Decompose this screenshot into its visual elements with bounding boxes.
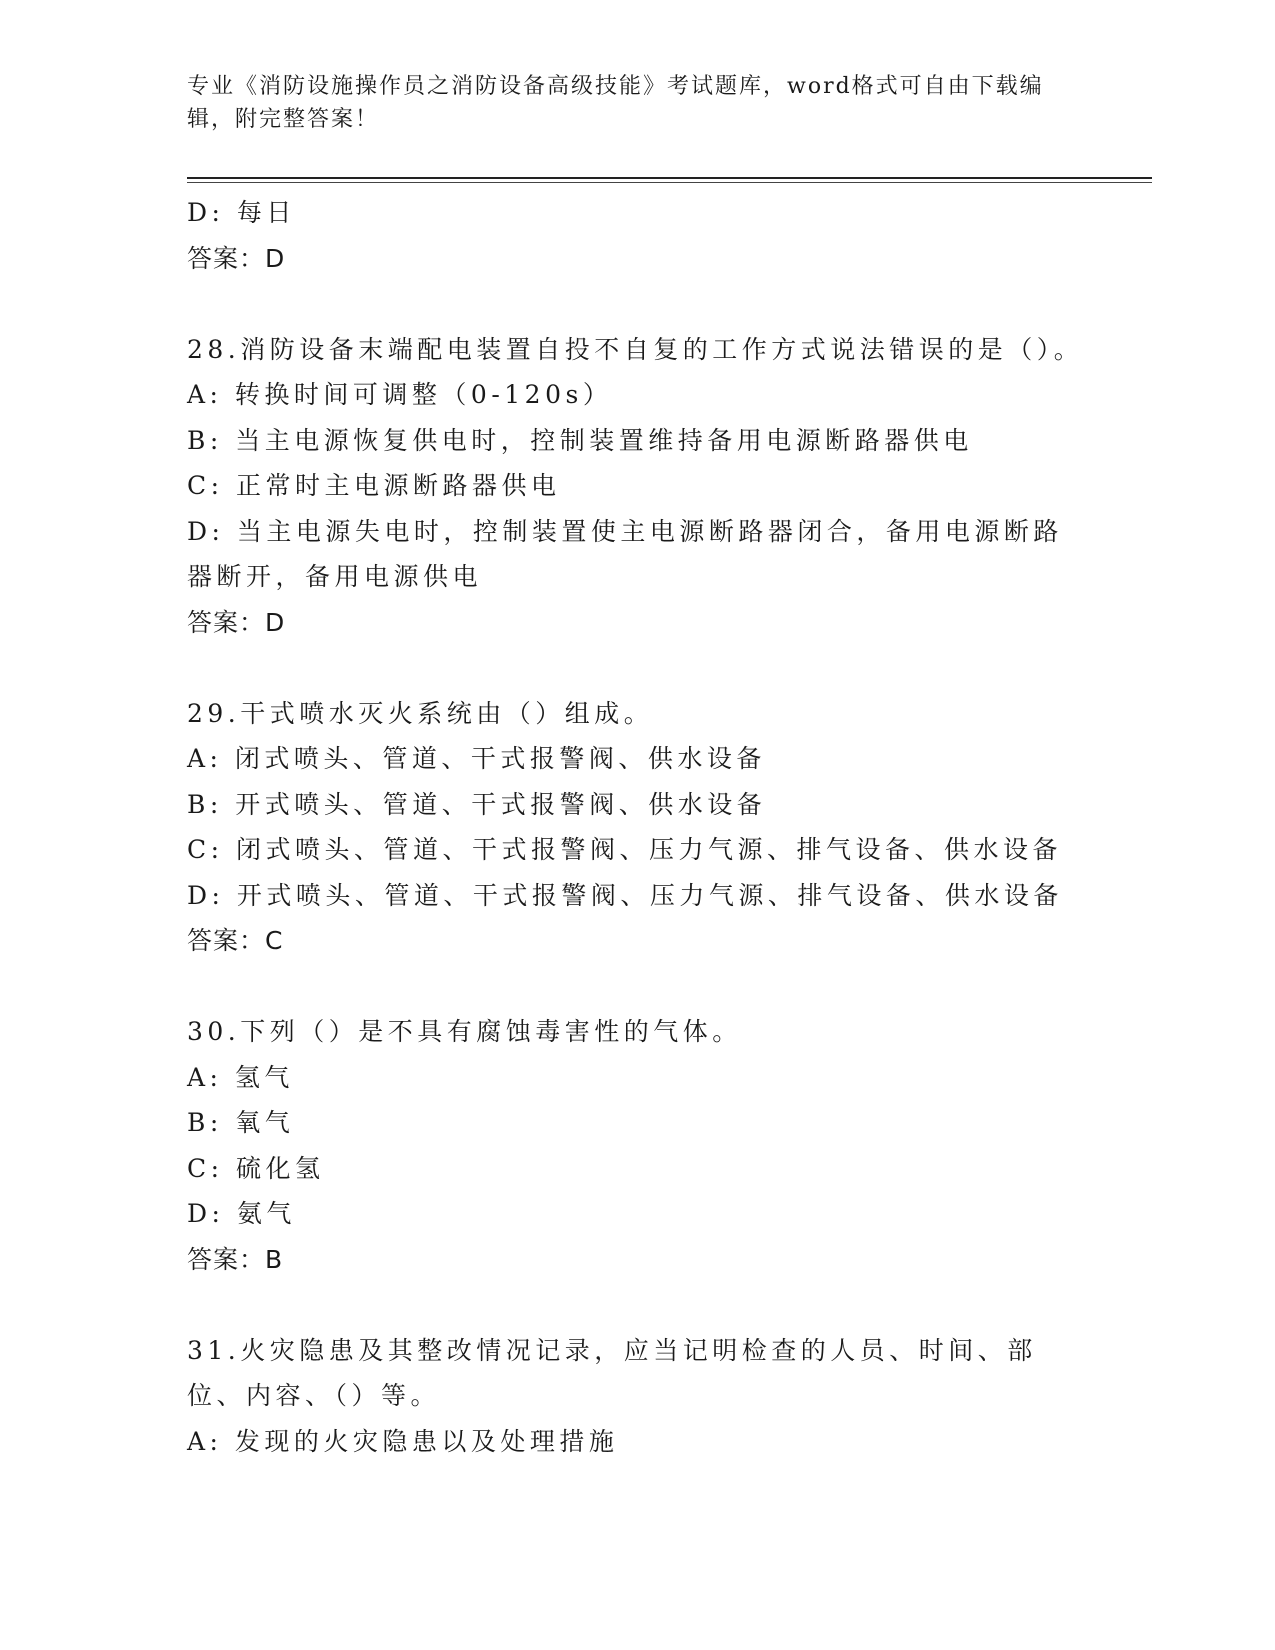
answer-line: 答案：D [187, 243, 286, 273]
option-c: C: 硫化氢 [187, 1153, 325, 1183]
question-content [187, 190, 1087, 1464]
option-a: A: 发现的火灾隐患以及处理措施 [187, 1426, 619, 1456]
spacer [187, 645, 1087, 691]
option-c: C: 正常时主电源断路器供电 [187, 471, 561, 500]
option-d: D: 氨气 [187, 1199, 296, 1228]
option-a: A: 转换时间可调整（0-120s） [187, 380, 613, 409]
option-a: A: 氢气 [187, 1062, 294, 1092]
question-stem: 28.消防设备末端配电装置自投不自复的工作方式说法错误的是（）。 [187, 334, 1084, 364]
answer-line: 答案：C [187, 926, 284, 955]
question-stem: 30.下列（）是不具有腐蚀毒害性的气体。 [187, 1017, 742, 1046]
header-rule-thin [187, 182, 1152, 183]
spacer [187, 281, 1087, 327]
option-d: D: 开式喷头、管道、干式报警阀、压力气源、排气设备、供水设备 [187, 880, 1063, 910]
option-c: C: 闭式喷头、管道、干式报警阀、压力气源、排气设备、供水设备 [187, 835, 1063, 864]
option-d: D: 每日 [187, 198, 296, 227]
header-rule-thick [187, 177, 1152, 179]
question-stem: 29.干式喷水灭火系统由（）组成。 [187, 698, 654, 728]
option-d: D: 当主电源失电时，控制装置使主电源断路器闭合，备用电源断路器断开，备用电源供电 [187, 516, 1063, 591]
option-b: B: 开式喷头、管道、干式报警阀、供水设备 [187, 789, 767, 819]
option-b: B: 氧气 [187, 1108, 295, 1137]
spacer [187, 1282, 1087, 1328]
question-31 [187, 1328, 1087, 1465]
question-28 [187, 327, 1087, 646]
answer-line: 答案：B [187, 1244, 284, 1274]
page-header: 专业《消防设施操作员之消防设备高级技能》考试题库，word格式可自由下载编辑，附完整答案！ [187, 74, 1044, 132]
option-a: A: 闭式喷头、管道、干式报警阀、供水设备 [187, 744, 766, 773]
question-30 [187, 1009, 1087, 1282]
spacer [187, 964, 1087, 1010]
answer-line: 答案：D [187, 607, 286, 637]
option-b: B: 当主电源恢复供电时，控制装置维持备用电源断路器供电 [187, 425, 973, 455]
question-stem: 31.火灾隐患及其整改情况记录，应当记明检查的人员、时间、部位、内容、（）等。 [187, 1335, 1037, 1410]
question-29 [187, 691, 1087, 964]
